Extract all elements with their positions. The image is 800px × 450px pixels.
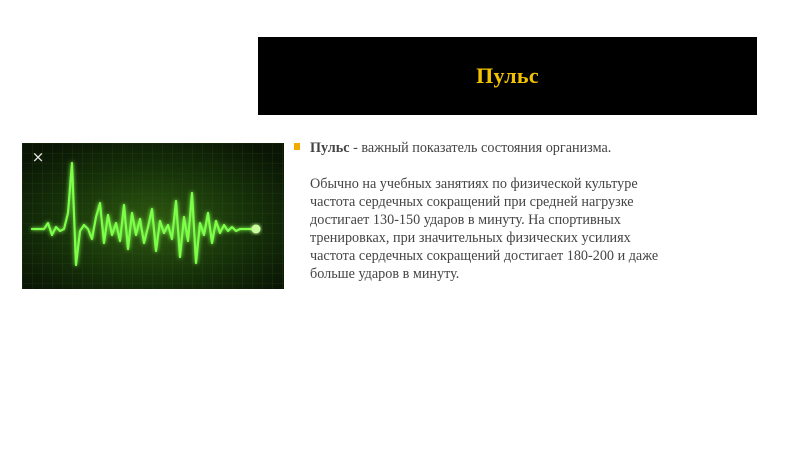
ecg-graphic (22, 143, 284, 289)
paragraph-line: частота сердечных сокращений при средней нагрузке (310, 194, 634, 210)
bullet-marker (294, 143, 300, 150)
bullet-term: Пульс (310, 140, 350, 156)
body-paragraph (294, 175, 744, 283)
bullet-text: - важный показатель состояния организма. (349, 140, 612, 156)
ecg-head-dot (252, 225, 261, 234)
slide-title: Пульс (476, 63, 539, 88)
ecg-image (22, 143, 284, 289)
paragraph-line: достигает 130-150 ударов в минуту. На спортивных (310, 212, 621, 228)
paragraph-line: частота сердечных сокращений достигает 180-200 и даже (310, 248, 659, 264)
paragraph-line: Обычно на учебных занятиях по физической культуре (310, 176, 638, 192)
paragraph-line: больше ударов в минуту. (310, 266, 460, 282)
slide-content (294, 139, 744, 283)
paragraph-line: тренировках, при значительных физических усилиях (310, 230, 631, 246)
bullet-item (294, 139, 744, 157)
close-icon[interactable]: × (31, 148, 45, 166)
title-bar (258, 37, 757, 115)
